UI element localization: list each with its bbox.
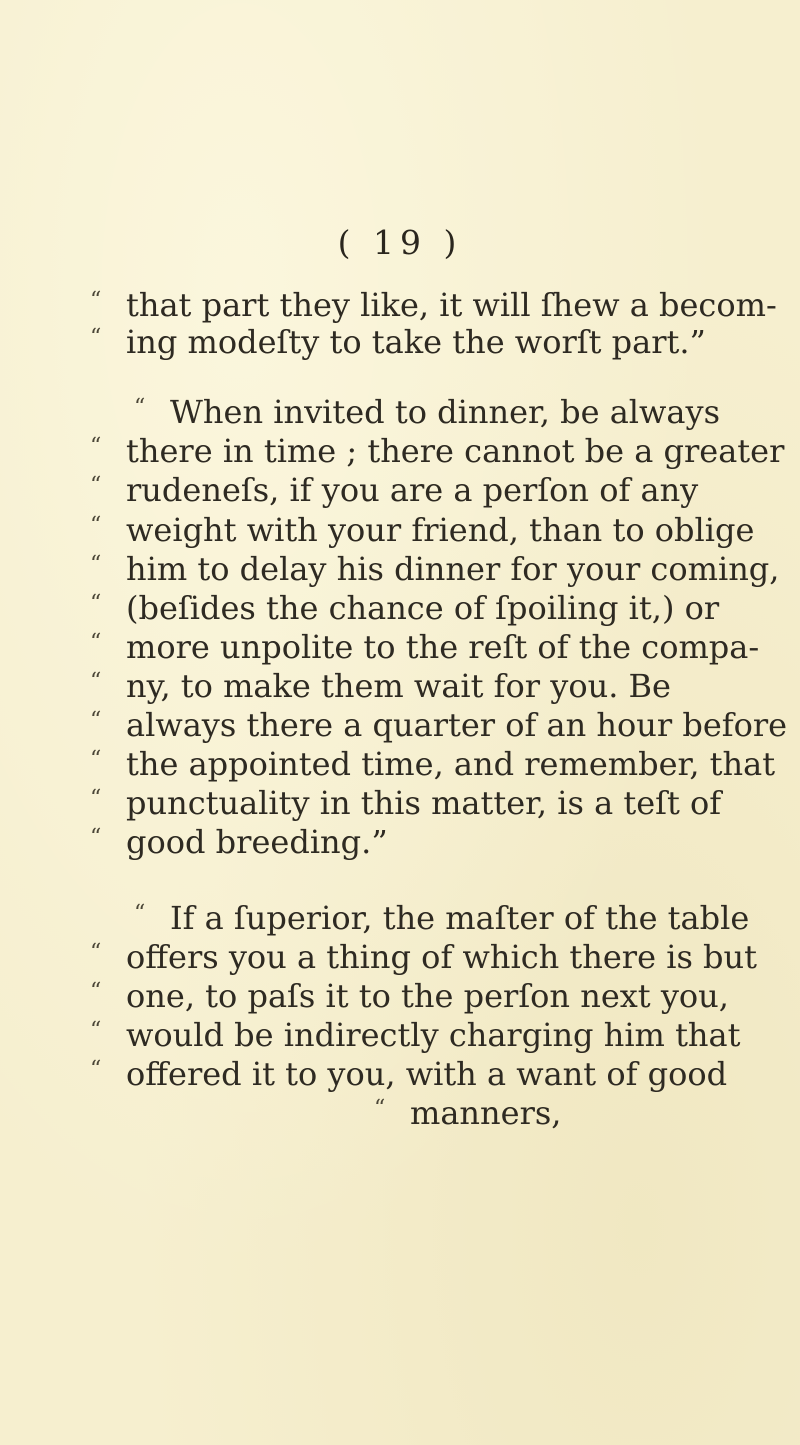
quote-mark: “: [90, 825, 102, 850]
quote-mark: “: [90, 708, 102, 733]
quote-mark: “: [90, 669, 102, 694]
line-text: rudeneſs, if you are a perſon of any: [126, 471, 699, 509]
quote-mark: “: [90, 1018, 102, 1043]
quote-mark: “: [90, 630, 102, 655]
quote-mark: “: [90, 513, 102, 538]
line-text: him to delay his dinner for your coming,: [126, 550, 780, 588]
quote-mark: “: [134, 395, 146, 420]
quote-mark: “: [374, 1096, 386, 1121]
line-text: always there a quarter of an hour before: [126, 706, 788, 744]
quote-mark: “: [90, 325, 102, 350]
line-text: punctuality in this matter, is a teſt of: [126, 784, 722, 822]
line-text: ny, to make them wait for you. Be: [126, 667, 671, 705]
line-text: offered it to you, with a want of good: [126, 1055, 728, 1093]
quote-mark: “: [90, 979, 102, 1004]
quote-mark: “: [90, 434, 102, 459]
quote-mark: “: [90, 552, 102, 577]
line-text: If a ſuperior, the maſter of the table: [170, 899, 750, 937]
line-text: (beſides the chance of ſpoiling it,) or: [126, 589, 720, 627]
quote-mark: “: [134, 901, 146, 926]
line-text: offers you a thing of which there is but: [126, 938, 757, 976]
line-text: good breeding.”: [126, 823, 388, 861]
line-text: manners,: [410, 1094, 562, 1132]
line-text: one, to paſs it to the perſon next you,: [126, 977, 729, 1015]
line-text: When invited to dinner, be always: [170, 393, 720, 431]
quote-mark: “: [90, 747, 102, 772]
page-number: ( 19 ): [337, 223, 463, 262]
quote-mark: “: [90, 940, 102, 965]
line-text: that part they like, it will ſhew a becom-: [126, 286, 777, 324]
quote-mark: “: [90, 473, 102, 498]
line-text: would be indirectly charging him that: [126, 1016, 741, 1054]
line-text: ing modeſty to take the worſt part.”: [126, 323, 706, 361]
line-text: weight with your friend, than to oblige: [126, 511, 755, 549]
line-text: more unpolite to the reſt of the compa-: [126, 628, 760, 666]
quote-mark: “: [90, 288, 102, 313]
line-text: the appointed time, and remember, that: [126, 745, 776, 783]
line-text: there in time ; there cannot be a greater: [126, 432, 785, 470]
quote-mark: “: [90, 591, 102, 616]
quote-mark: “: [90, 786, 102, 811]
quote-mark: “: [90, 1057, 102, 1082]
